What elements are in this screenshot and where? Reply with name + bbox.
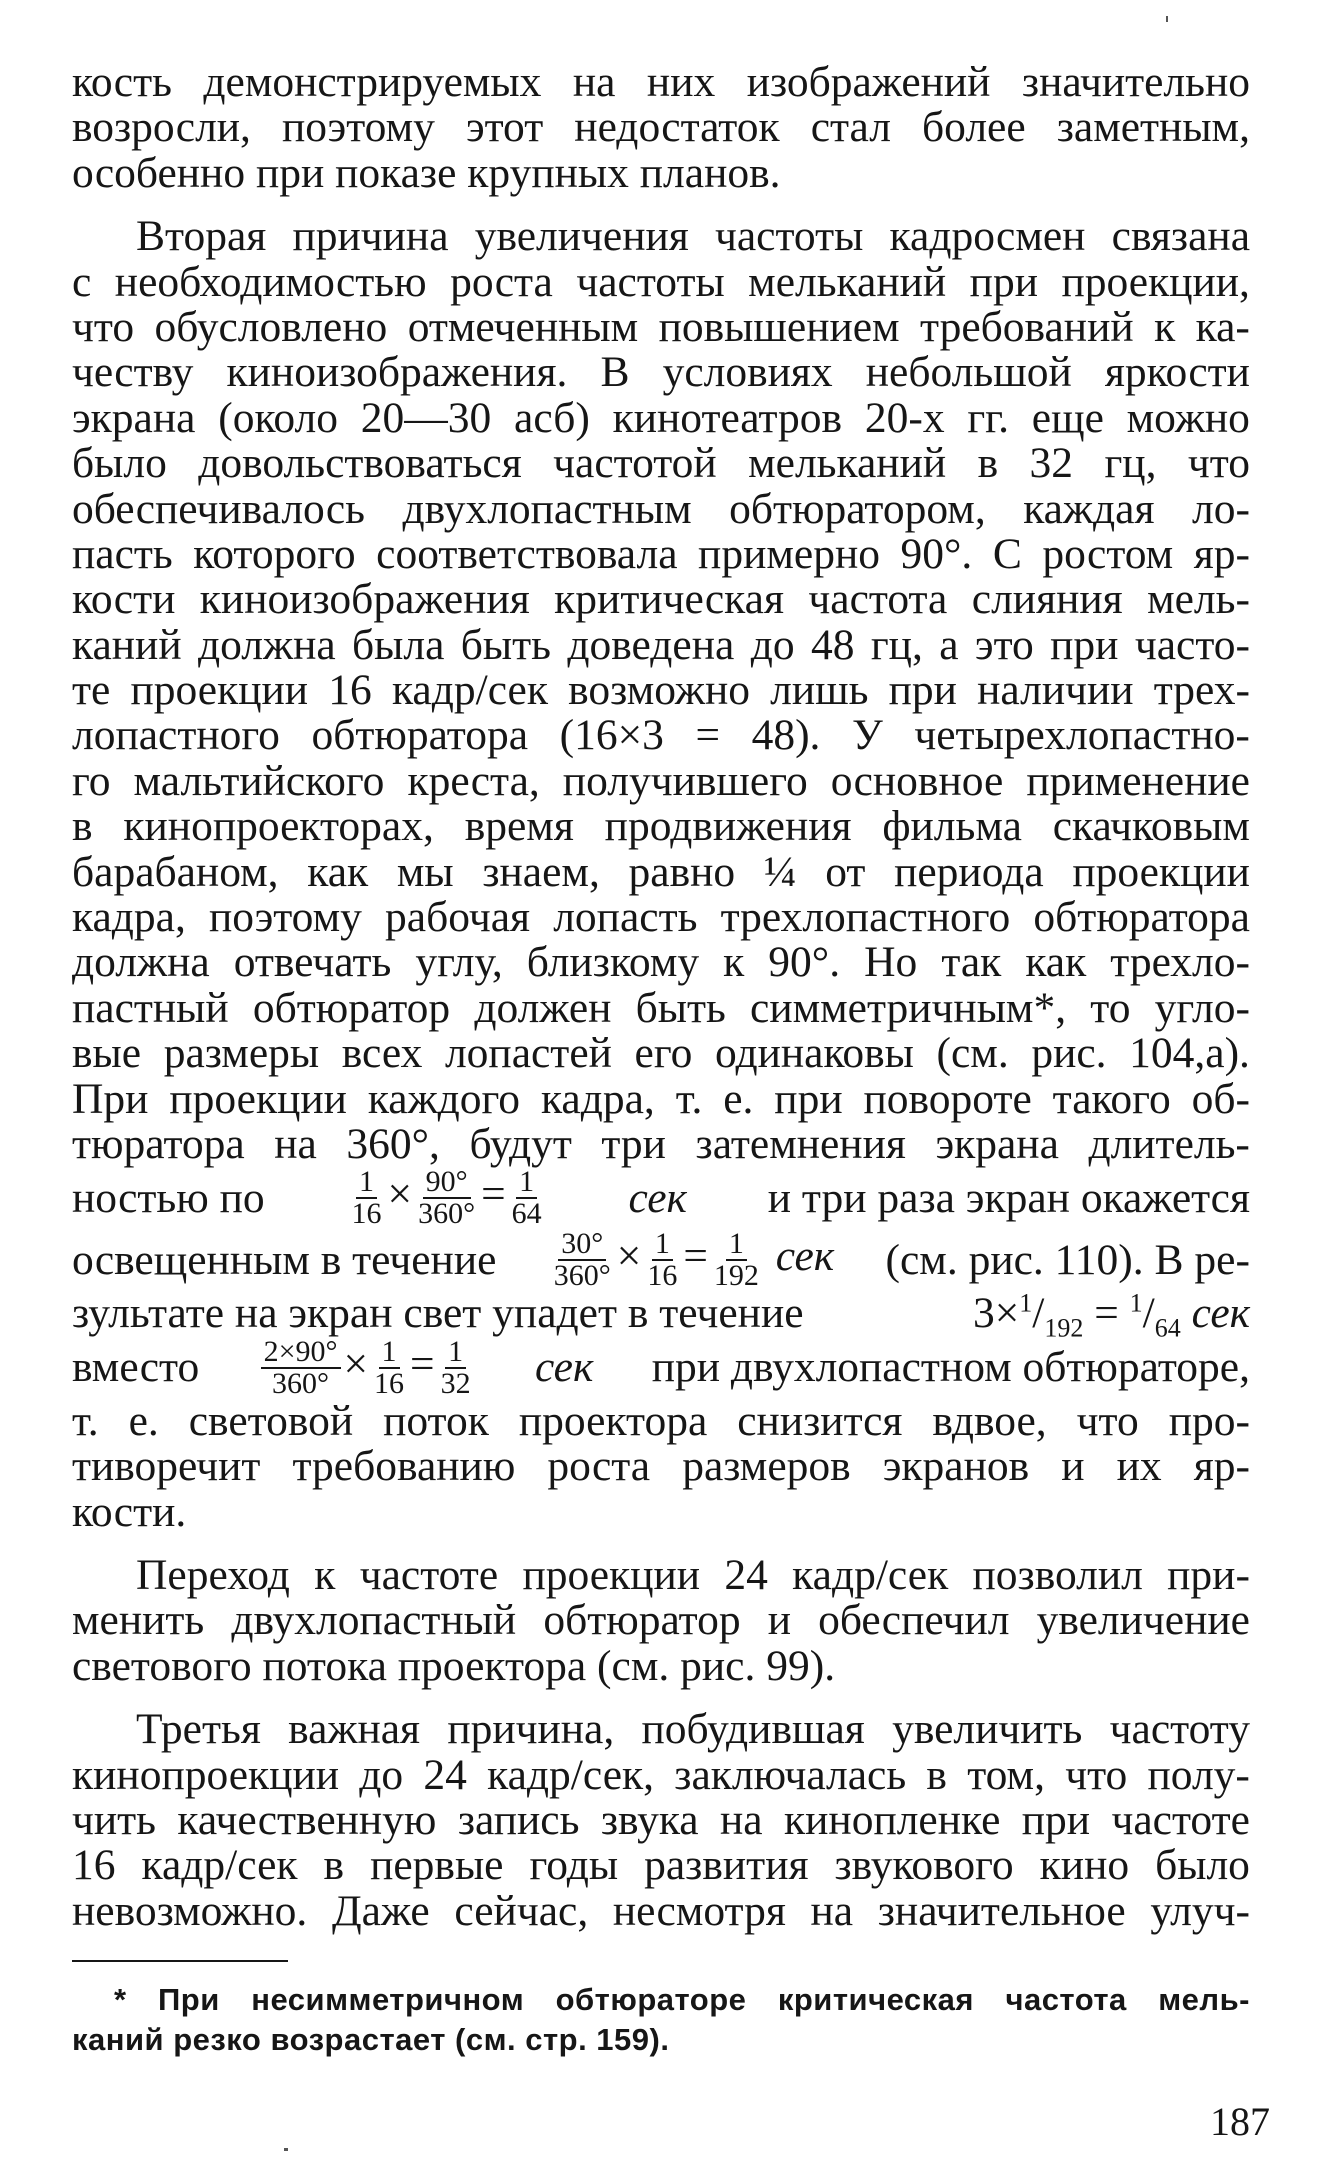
formula-prefix: освещенным в течение bbox=[72, 1235, 497, 1284]
text-line: что обусловлено отмеченным повышением требований к ка- bbox=[72, 302, 1250, 351]
text-line: Третья важная причина, побудившая увеличить частоту bbox=[136, 1705, 1250, 1754]
fraction: $\frac{1}{16}$ bbox=[374, 1334, 405, 1400]
paragraph-3 bbox=[72, 1550, 1250, 1690]
text-line: барабаном, как мы знаем, равно ¼ от периода проекции bbox=[72, 847, 1250, 896]
text-line: кадра, поэтому рабочая лопасть трехлопастного обтюратора bbox=[72, 893, 1250, 942]
page-body bbox=[72, 60, 1250, 2060]
fraction: $\frac{1}{192}$ bbox=[713, 1227, 759, 1293]
fraction: $\frac{1}{64}$ bbox=[511, 1165, 542, 1231]
fraction: $\frac{90^\circ}{360^\circ}$ bbox=[418, 1165, 476, 1231]
text-line: особенно при показе крупных планов. bbox=[72, 148, 781, 197]
text-line: го мальтийского креста, получившего основное применение bbox=[72, 756, 1250, 805]
fraction: $\frac{1}{16}$ bbox=[351, 1165, 382, 1231]
formula-prefix: вместо bbox=[72, 1343, 200, 1392]
text-line: менить двухлопастный обтюратор и обеспечил увеличение bbox=[72, 1596, 1250, 1645]
formula-prefix: зультате на экран свет упадет в течение bbox=[72, 1289, 804, 1338]
formula-suffix: при двухлопастном обтюраторе, bbox=[651, 1343, 1250, 1392]
formula-line-4 bbox=[72, 1334, 1250, 1400]
formula-expression: $\frac{30^\circ}{360^\circ}$ × $\frac{1}{16}$ = $\frac{1}{192}$ сек bbox=[548, 1229, 834, 1291]
text-line: вые размеры всех лопастей его одинаковы (см. рис. 104,а). bbox=[72, 1029, 1250, 1078]
text-line: тиворечит требованию роста размеров экранов и их яр- bbox=[72, 1442, 1250, 1491]
text-line: Переход к частоте проекции 24 кадр/сек позволил при- bbox=[136, 1550, 1250, 1599]
text-line: чить качественную запись звука на кинопленке при частоте bbox=[72, 1795, 1250, 1844]
paragraph-2 bbox=[72, 214, 1250, 1535]
text-line: должна отвечать углу, близкому к 90°. Но так как трехло- bbox=[72, 938, 1250, 987]
formula-suffix: (см. рис. 110). В ре- bbox=[885, 1235, 1250, 1284]
formula-expression: $\frac{2\times 90^\circ}{360^\circ}$ × $\frac{1}{16}$ = $\frac{1}{32}$ bbox=[258, 1337, 477, 1399]
text-line: кости киноизображения критическая частота слияния мель- bbox=[72, 575, 1250, 624]
text-line: с необходимостью роста частоты мельканий при проекции, bbox=[72, 257, 1250, 306]
unit: сек bbox=[534, 1343, 594, 1392]
unit: сек bbox=[775, 1232, 835, 1281]
footnote-line: каний резко возрастает (см. стр. 159). bbox=[72, 2022, 670, 2058]
fraction: $\frac{30^\circ}{360^\circ}$ bbox=[553, 1227, 611, 1293]
text-line: кости. bbox=[72, 1487, 187, 1536]
text-line: те проекции 16 кадр/сек возможно лишь при наличии трех- bbox=[72, 666, 1250, 715]
formula-suffix: и три раза экран окажется bbox=[767, 1173, 1250, 1222]
print-speck bbox=[1166, 16, 1168, 22]
print-speck bbox=[284, 2148, 288, 2151]
text-line: лопастного обтюратора (16×3 = 48). У четырехлопастно- bbox=[72, 711, 1250, 760]
text-line: в кинопроекторах, время продвижения фильма скачковым bbox=[72, 802, 1250, 851]
formula-prefix: ностью по bbox=[72, 1173, 265, 1222]
text-line: обеспечивалось двухлопастным обтюратором, каждая ло- bbox=[72, 484, 1250, 533]
text-line: невозможно. Даже сейчас, несмотря на значительное улуч- bbox=[72, 1886, 1250, 1935]
footnote bbox=[72, 1980, 1250, 2060]
text-line: тюратора на 360°, будут три затемнения экрана длитель- bbox=[72, 1119, 1250, 1168]
footnote-divider bbox=[72, 1960, 288, 1962]
text-line: пасть которого соответствовала примерно 90°. С ростом яр- bbox=[72, 529, 1250, 578]
unit: сек bbox=[628, 1173, 687, 1222]
fraction: $\frac{1}{32}$ bbox=[440, 1334, 471, 1400]
text-line: каний должна была быть доведена до 48 гц, а это при часто- bbox=[72, 620, 1250, 669]
text-line: пастный обтюратор должен быть симметричным*, то угло- bbox=[72, 983, 1250, 1032]
fraction: $\frac{1}{16}$ bbox=[647, 1227, 678, 1293]
formula-expression: $3\times^1/_{192} = ^1/_{64}$ сек bbox=[972, 1288, 1250, 1344]
text-line: светового потока проектора (см. рис. 99). bbox=[72, 1641, 836, 1690]
text-line: т. е. световой поток проектора снизится вдвое, что про- bbox=[72, 1396, 1250, 1445]
text-line: При проекции каждого кадра, т. е. при повороте такого об- bbox=[72, 1074, 1250, 1123]
page-number: 187 bbox=[1210, 2099, 1270, 2144]
fraction: $\frac{2\times 90^\circ}{360^\circ}$ bbox=[261, 1337, 341, 1399]
text-line: честву киноизображения. В условиях небольшой яркости bbox=[72, 348, 1250, 397]
formula-expression: $\frac{1}{16}$ × $\frac{90^\circ}{360^\circ}$ = $\frac{1}{64}$ bbox=[346, 1167, 548, 1229]
paragraph-4 bbox=[72, 1707, 1250, 1934]
formula-line-3 bbox=[72, 1288, 1250, 1344]
text-line: было довольствоваться частотой мельканий в 32 гц, что bbox=[72, 439, 1250, 488]
text-line: возросли, поэтому этот недостаток стал более заметным, bbox=[72, 103, 1250, 152]
text-line: 16 кадр/сек в первые годы развития звукового кино было bbox=[72, 1841, 1250, 1890]
text-line: кость демонстрируемых на них изображений значительно bbox=[72, 58, 1250, 106]
paragraph-1 bbox=[72, 60, 1250, 196]
text-line: Вторая причина увеличения частоты кадросмен связана bbox=[136, 212, 1250, 261]
footnote-line: * При несимметричном обтюраторе критическая частота мель- bbox=[114, 1982, 1250, 2018]
formula-line-1 bbox=[72, 1167, 1250, 1229]
text-line: кинопроекции до 24 кадр/сек, заключалась в том, что полу- bbox=[72, 1750, 1250, 1799]
formula-line-2 bbox=[72, 1229, 1250, 1291]
text-line: экрана (около 20—30 асб) кинотеатров 20-х гг. еще можно bbox=[72, 393, 1250, 442]
